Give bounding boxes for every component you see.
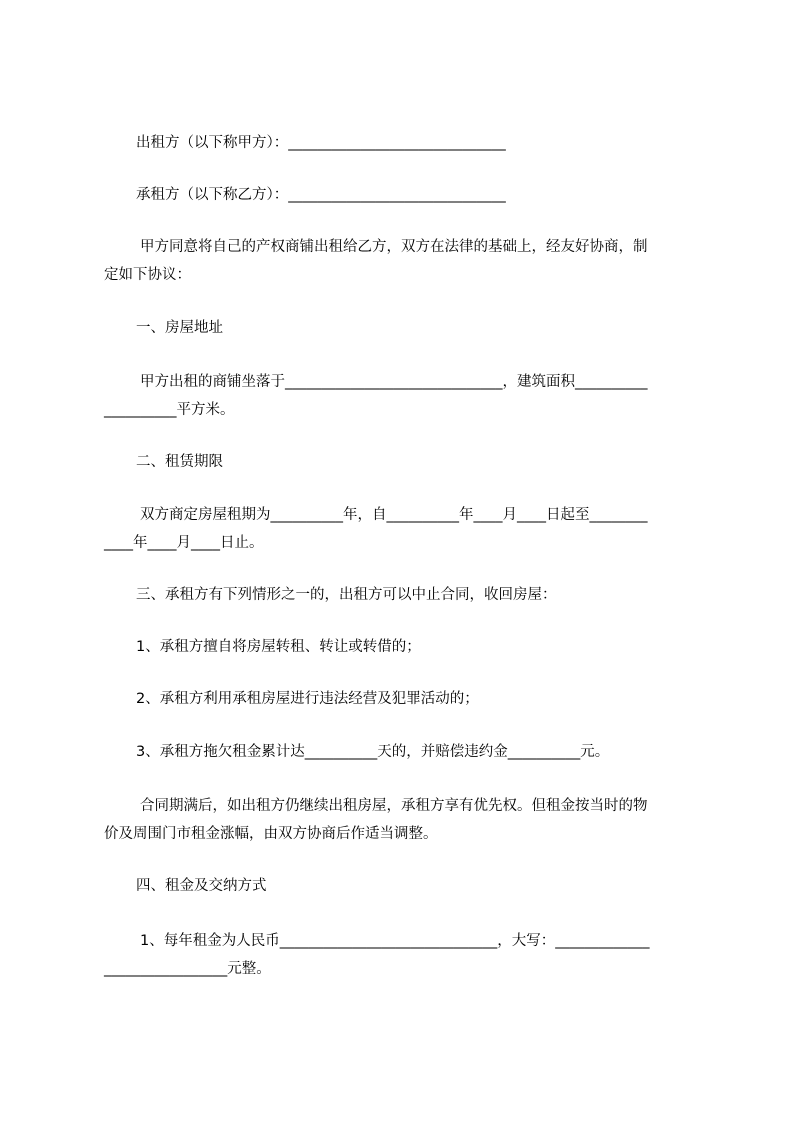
section-1-line-1: 甲方出租的商铺坐落于______________________________，建筑面积__________ bbox=[140, 374, 648, 390]
section-4-title: 四、租金及交纳方式 bbox=[136, 878, 267, 894]
renewal-line-1: 合同期满后，如出租方仍继续出租房屋，承租方享有优先权。但租金按当时的物 bbox=[140, 798, 648, 814]
section-2-title: 二、租赁期限 bbox=[136, 454, 223, 470]
section-2-line-1: 双方商定房屋租期为__________年，自__________年____月____日起至________ bbox=[140, 507, 648, 523]
lessee-line: 承租方（以下称乙方）：______________________________ bbox=[136, 187, 506, 203]
lessor-line: 出租方（以下称甲方）：______________________________ bbox=[136, 135, 506, 151]
clause-1: 1、承租方擅自将房屋转租、转让或转借的； bbox=[136, 639, 421, 655]
rent-line-2: _________________元整。 bbox=[104, 961, 271, 977]
intro-line-2: 定如下协议： bbox=[104, 267, 191, 283]
intro-line-1: 甲方同意将自己的产权商铺出租给乙方，双方在法律的基础上，经友好协商，制 bbox=[140, 239, 648, 255]
section-1-title: 一、房屋地址 bbox=[136, 320, 223, 336]
section-1-line-2: __________平方米。 bbox=[104, 402, 235, 418]
renewal-line-2: 价及周围门市租金涨幅，由双方协商后作适当调整。 bbox=[104, 826, 438, 842]
clause-3: 3、承租方拖欠租金累计达__________天的，并赔偿违约金__________元。 bbox=[136, 744, 610, 760]
rent-line-1: 1、每年租金为人民币______________________________，大写：_____________ bbox=[140, 933, 650, 949]
section-3-title: 三、承租方有下列情形之一的，出租方可以中止合同，收回房屋： bbox=[136, 587, 557, 603]
clause-2: 2、承租方利用承租房屋进行违法经营及犯罪活动的； bbox=[136, 691, 479, 707]
section-2-line-2: ____年____月____日止。 bbox=[104, 535, 264, 551]
